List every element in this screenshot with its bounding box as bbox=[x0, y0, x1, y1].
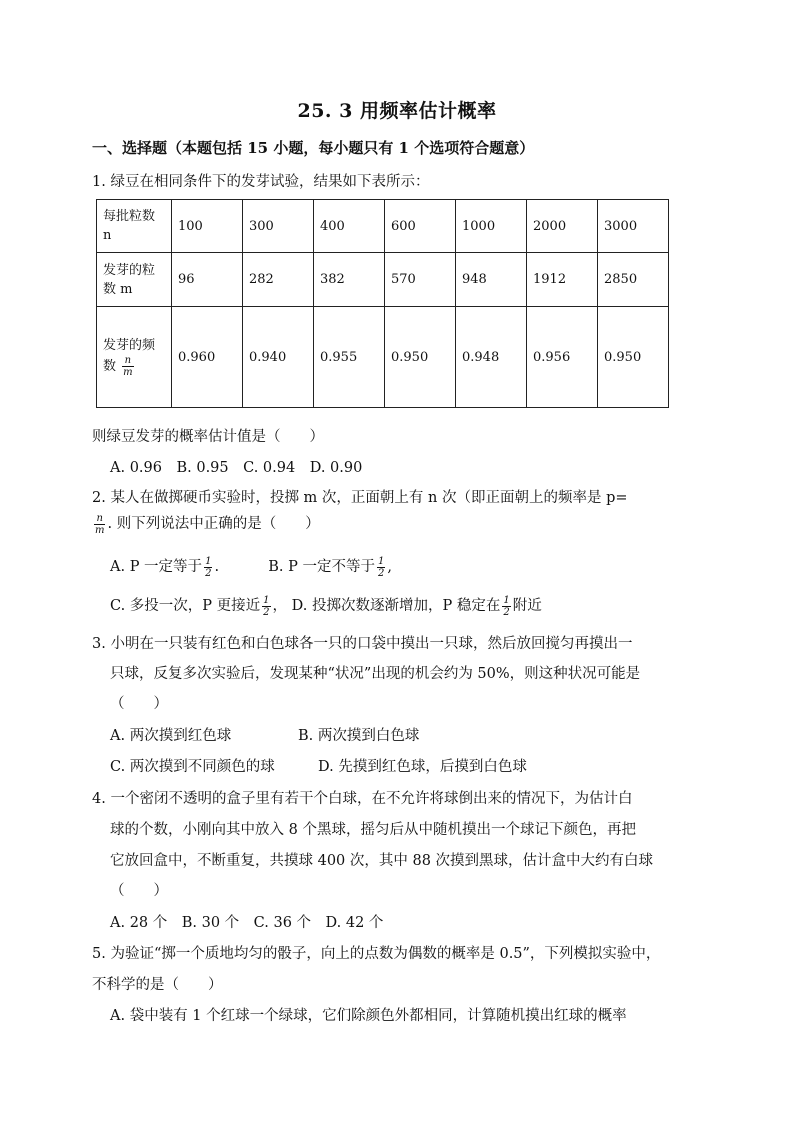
germination-table bbox=[96, 199, 669, 408]
table-cell: 0.960 bbox=[172, 307, 243, 408]
q3-line3: （ ） bbox=[110, 696, 168, 712]
row-header: 每批粒数 n bbox=[97, 200, 172, 253]
q4-line4: （ ） bbox=[110, 883, 168, 899]
table-cell: 1000 bbox=[456, 200, 527, 253]
table-cell: 570 bbox=[385, 253, 456, 307]
q3-option-d: D. 先摸到红色球，后摸到白色球 bbox=[318, 759, 527, 775]
table-cell: 282 bbox=[243, 253, 314, 307]
fraction-n-over-m bbox=[94, 513, 105, 536]
table-row bbox=[97, 253, 669, 307]
table-cell: 2850 bbox=[598, 253, 669, 307]
q4-line2: 球的个数，小刚向其中放入 8 个黑球，摇匀后从中随机摸出一个球记下颜色，再把 bbox=[110, 822, 636, 838]
q3-option-a: A. 两次摸到红色球 bbox=[110, 728, 232, 744]
fraction-numerator: n bbox=[122, 355, 133, 367]
q2-option-a: A. P 一定等于 bbox=[110, 559, 203, 575]
table-cell: 0.950 bbox=[385, 307, 456, 408]
fraction-denominator: 2 bbox=[205, 567, 212, 579]
q3-option-b: B. 两次摸到白色球 bbox=[298, 728, 420, 744]
q4-line3: 它放回盒中，不断重复，共摸球 400 次，其中 88 次摸到黑球，估计盒中大约有白球 bbox=[110, 853, 654, 869]
fraction-denominator: m bbox=[123, 367, 133, 378]
fraction-one-half bbox=[377, 556, 385, 579]
table-cell: 2000 bbox=[527, 200, 598, 253]
q2-line2: . 则下列说法中正确的是（ ） bbox=[107, 516, 320, 532]
row-header-text: 发芽的频数 bbox=[103, 338, 156, 374]
fraction-numerator: 1 bbox=[378, 555, 385, 567]
table-cell: 600 bbox=[385, 200, 456, 253]
table-cell: 100 bbox=[172, 200, 243, 253]
q2-option-d-tail: 附近 bbox=[512, 598, 542, 614]
table-cell: 96 bbox=[172, 253, 243, 307]
page-title: 25. 3 用频率估计概率 bbox=[297, 100, 497, 122]
table-row bbox=[97, 200, 669, 253]
table-cell: 948 bbox=[456, 253, 527, 307]
q4-options: A. 28 个 B. 30 个 C. 36 个 D. 42 个 bbox=[110, 915, 384, 931]
section-heading: 一、选择题（本题包括 15 小题，每小题只有 1 个选项符合题意） bbox=[92, 139, 535, 157]
fraction-denominator: m bbox=[95, 524, 105, 536]
fraction-numerator: n bbox=[94, 513, 105, 525]
table-cell: 300 bbox=[243, 200, 314, 253]
table-cell: 1912 bbox=[527, 253, 598, 307]
q1-stem: 1. 绿豆在相同条件下的发芽试验，结果如下表所示： bbox=[92, 174, 430, 190]
fraction-one-half bbox=[262, 595, 270, 618]
q2-options-cd: C. 多投一次，P 更接近 $\frac{1}{2}$ ， D. 投掷次数逐渐增加，P 稳定在 $\frac{1}{2}$ 附近 bbox=[110, 594, 542, 618]
table-cell: 0.956 bbox=[527, 307, 598, 408]
q3-line1: 3. 小明在一只装有红色和白色球各一只的口袋中摸出一只球，然后放回搅匀再摸出一 bbox=[92, 636, 633, 652]
q1-question: 则绿豆发芽的概率估计值是（ ） bbox=[92, 429, 324, 445]
fraction-numerator: 1 bbox=[503, 594, 510, 606]
q5-option-a: A. 袋中装有 1 个红球一个绿球，它们除颜色外都相同，计算随机摸出红球的概率 bbox=[110, 1008, 627, 1024]
q2-option-c: C. 多投一次，P 更接近 bbox=[110, 598, 261, 614]
table-cell: 400 bbox=[314, 200, 385, 253]
fraction-one-half bbox=[502, 595, 510, 618]
table-cell: 382 bbox=[314, 253, 385, 307]
q2-line1: 2. 某人在做掷硬币实验时，投掷 m 次，正面朝上有 n 次（即正面朝上的频率是 p= bbox=[92, 490, 628, 506]
table-cell: 0.950 bbox=[598, 307, 669, 408]
fraction-n-over-m bbox=[122, 355, 133, 378]
fraction-denominator: 2 bbox=[263, 606, 270, 618]
q5-line2: 不科学的是（ ） bbox=[92, 977, 223, 993]
row-header: 发芽的粒数 m bbox=[97, 253, 172, 307]
table-row bbox=[97, 307, 669, 408]
q3-line2: 只球，反复多次实验后，发现某种“状况”出现的机会约为 50%，则这种状况可能是 bbox=[110, 666, 641, 682]
q2-line2-wrap bbox=[92, 512, 320, 536]
q3-option-c: C. 两次摸到不同颜色的球 bbox=[110, 759, 275, 775]
table-cell: 0.948 bbox=[456, 307, 527, 408]
q5-line1: 5. 为验证“掷一个质地均匀的骰子，向上的点数为偶数的概率是 0.5”，下列模拟实验中， bbox=[92, 946, 661, 962]
table-cell: 0.940 bbox=[243, 307, 314, 408]
q1-options: A. 0.96 B. 0.95 C. 0.94 D. 0.90 bbox=[110, 460, 363, 476]
fraction-denominator: 2 bbox=[378, 567, 385, 579]
q2-options-ab: A. P 一定等于 $\frac{1}{2}$ . B. P 一定不等于 $\frac{1}{2}$ , bbox=[110, 555, 392, 579]
table-cell: 0.955 bbox=[314, 307, 385, 408]
fraction-one-half bbox=[204, 556, 212, 579]
q4-line1: 4. 一个密闭不透明的盒子里有若干个白球，在不允许将球倒出来的情况下，为估计白 bbox=[92, 791, 633, 807]
q2-option-b: B. P 一定不等于 bbox=[268, 559, 376, 575]
q2-option-d: D. 投掷次数逐渐增加，P 稳定在 bbox=[291, 598, 501, 614]
fraction-denominator: 2 bbox=[503, 606, 510, 618]
table-cell: 3000 bbox=[598, 200, 669, 253]
row-header-frequency bbox=[97, 307, 172, 408]
fraction-numerator: 1 bbox=[263, 594, 270, 606]
fraction-numerator: 1 bbox=[205, 555, 212, 567]
